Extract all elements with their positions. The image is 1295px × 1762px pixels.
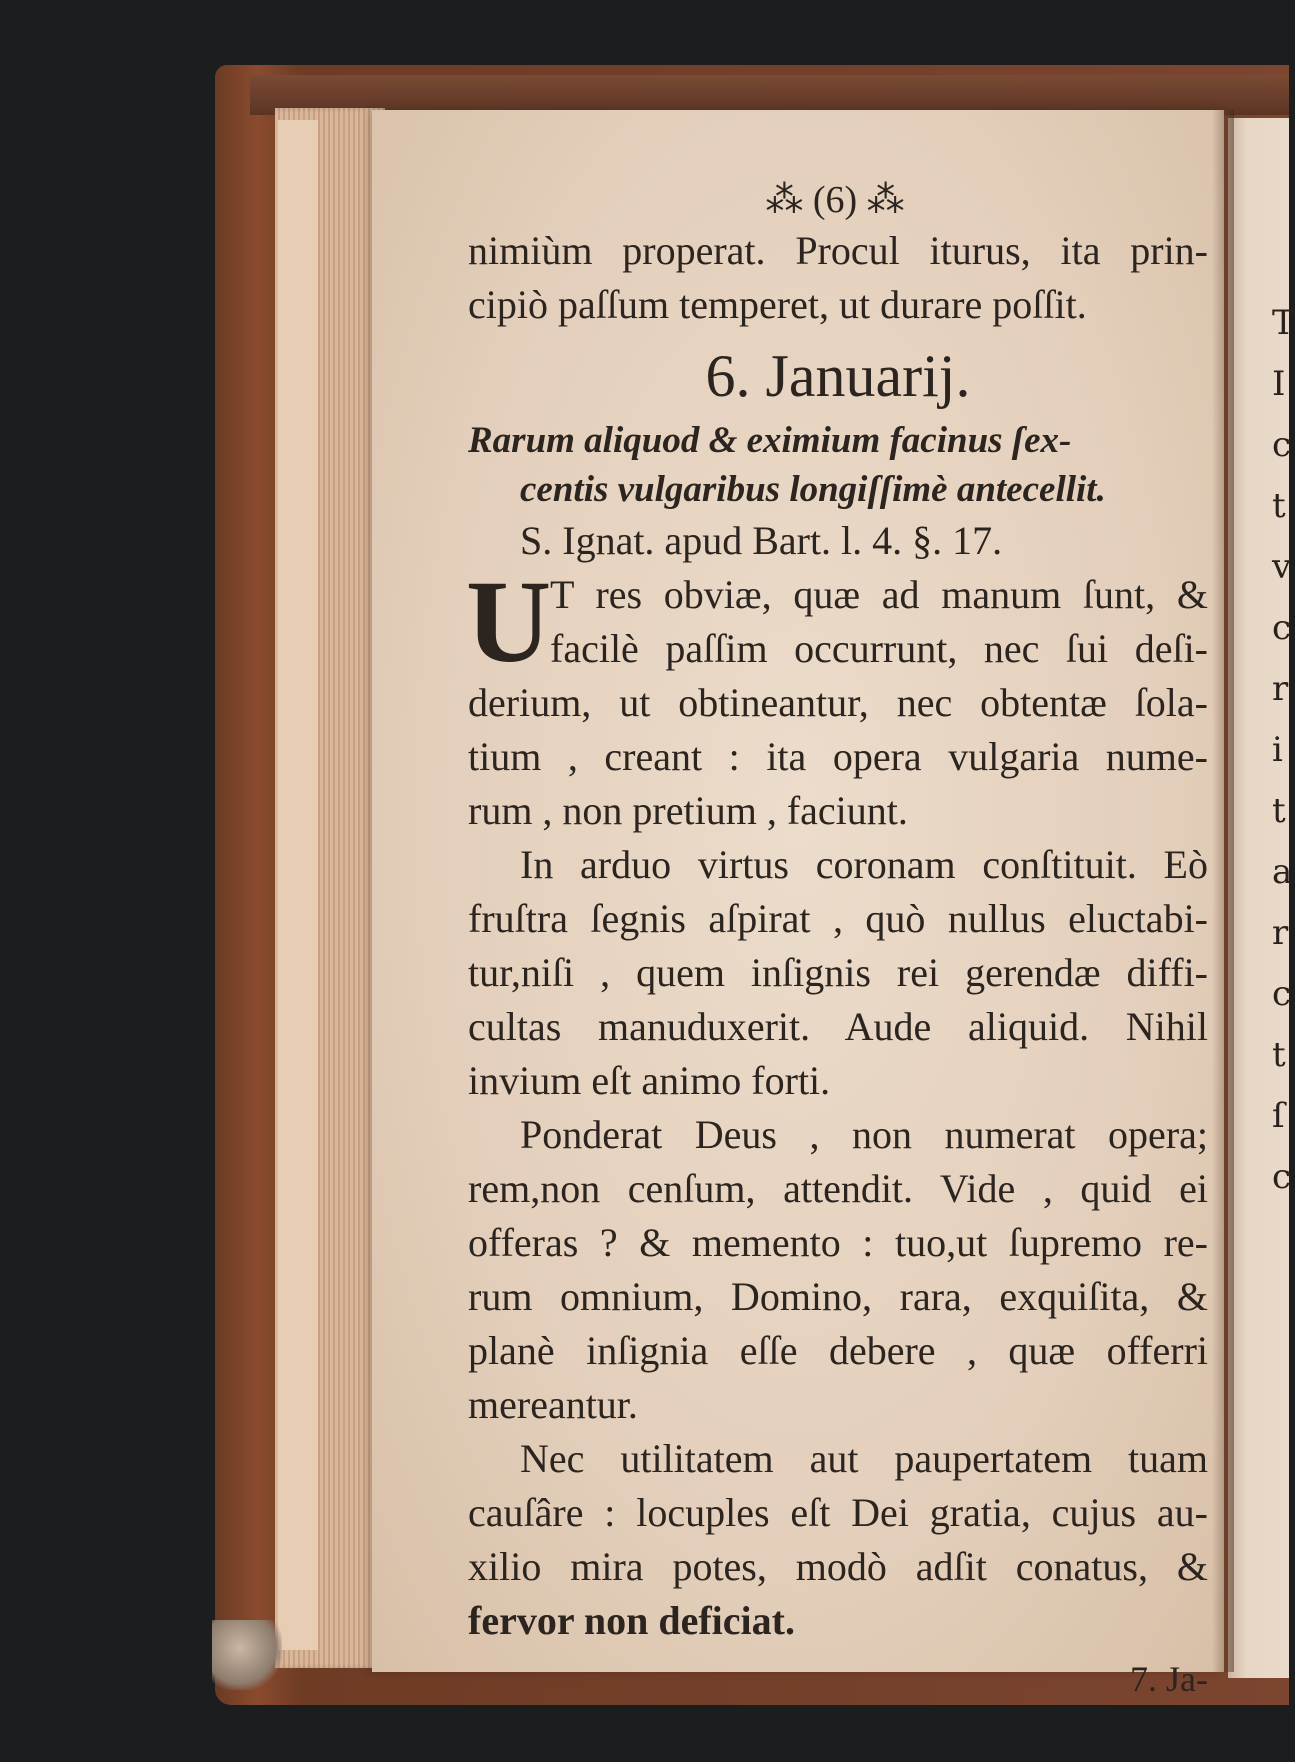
- text-line: cauſâre : locuples eſt Dei gratia, cujus au-: [468, 1490, 1208, 1535]
- paragraph-2: [468, 838, 1208, 1108]
- text-line: rem,non cenſum, attendit. Vide , quid ei: [468, 1166, 1208, 1211]
- text-line: In arduo virtus coronam conſtituit. Eò: [520, 842, 1208, 887]
- text-line: derium, ut obtineantur, nec obtentæ ſola-: [468, 680, 1208, 725]
- text-line: offeras ? & memento : tuo,ut ſupremo re-: [468, 1220, 1208, 1265]
- page-header: ⁂ (6) ⁂: [765, 179, 905, 221]
- next-letter: c: [1272, 608, 1292, 648]
- page-gutter: [1212, 110, 1234, 1672]
- text-line: cipiò paſſum temperet, ut durare poſſit.: [468, 282, 1087, 327]
- worn-corner: [212, 1620, 282, 1690]
- next-letter: t: [1272, 486, 1286, 526]
- text-line: rum , non pretium , faciunt.: [468, 788, 908, 833]
- next-letter: a: [1272, 852, 1293, 892]
- book-top-edge: [250, 75, 1289, 115]
- text-line: facilè paſſim occurrunt, nec ſui deſi-: [550, 626, 1208, 671]
- next-letter: c: [1272, 974, 1292, 1014]
- text-line: tium , creant : ita opera vulgaria nume-: [468, 734, 1208, 779]
- text-line: mereantur.: [468, 1382, 638, 1427]
- next-letter: c: [1272, 425, 1292, 465]
- next-letter: r: [1272, 913, 1289, 953]
- next-letter: T: [1272, 303, 1295, 343]
- text-line: xilio mira potes, modò adſit conatus, &: [468, 1544, 1208, 1589]
- paragraph-1: [466, 556, 1208, 838]
- next-page-letters: [1272, 300, 1295, 1500]
- page-text: [468, 176, 1208, 1708]
- next-letter: ſ: [1272, 1096, 1285, 1136]
- text-line: fruſtra ſegnis aſpirat , quò nullus eluctabi-: [468, 896, 1208, 941]
- paragraph-4: [468, 1432, 1208, 1648]
- next-letter: t: [1272, 791, 1286, 831]
- next-letter: i: [1272, 730, 1283, 770]
- paragraph-3: [468, 1108, 1208, 1432]
- text-line: cultas manuduxerit. Aude aliquid. Nihil: [468, 1004, 1208, 1049]
- text-line: nimiùm properat. Procul iturus, ita prin-: [468, 228, 1208, 273]
- next-letter: v: [1272, 547, 1292, 587]
- text-line: Nec utilitatem aut paupertatem tuam: [520, 1436, 1208, 1481]
- next-letter: c: [1272, 1157, 1292, 1197]
- next-letter: t: [1272, 1035, 1286, 1075]
- text-line: planè inſignia eſſe debere , quæ offerri: [468, 1328, 1208, 1373]
- catchword: 7. Ja-: [1130, 1659, 1208, 1699]
- reference-line: S. Ignat. apud Bart. l. 4. §. 17.: [520, 518, 1003, 563]
- next-letter: r: [1272, 669, 1289, 709]
- flyleaf: [278, 120, 318, 1650]
- text-line: fervor non deficiat.: [468, 1598, 795, 1643]
- epigraph-line: centis vulgaribus longiſſimè antecellit.: [520, 469, 1106, 510]
- date-heading: 6. Januarij.: [705, 343, 971, 409]
- text-line: tur,niſi , quem inſignis rei gerendæ diffi-: [468, 950, 1208, 995]
- next-letter: I: [1272, 364, 1286, 404]
- text-line: Ponderat Deus , non numerat opera;: [520, 1112, 1208, 1157]
- text-line: T res obviæ, quæ ad manum ſunt, &: [550, 572, 1208, 617]
- text-line: rum omnium, Domino, rara, exquiſita, &: [468, 1274, 1208, 1319]
- catchword-row: [468, 1648, 1208, 1708]
- text-line: invium eſt animo forti.: [468, 1058, 831, 1103]
- drop-cap: U: [466, 556, 552, 687]
- epigraph-line: Rarum aliquod & eximium facinus ſex-: [468, 420, 1072, 461]
